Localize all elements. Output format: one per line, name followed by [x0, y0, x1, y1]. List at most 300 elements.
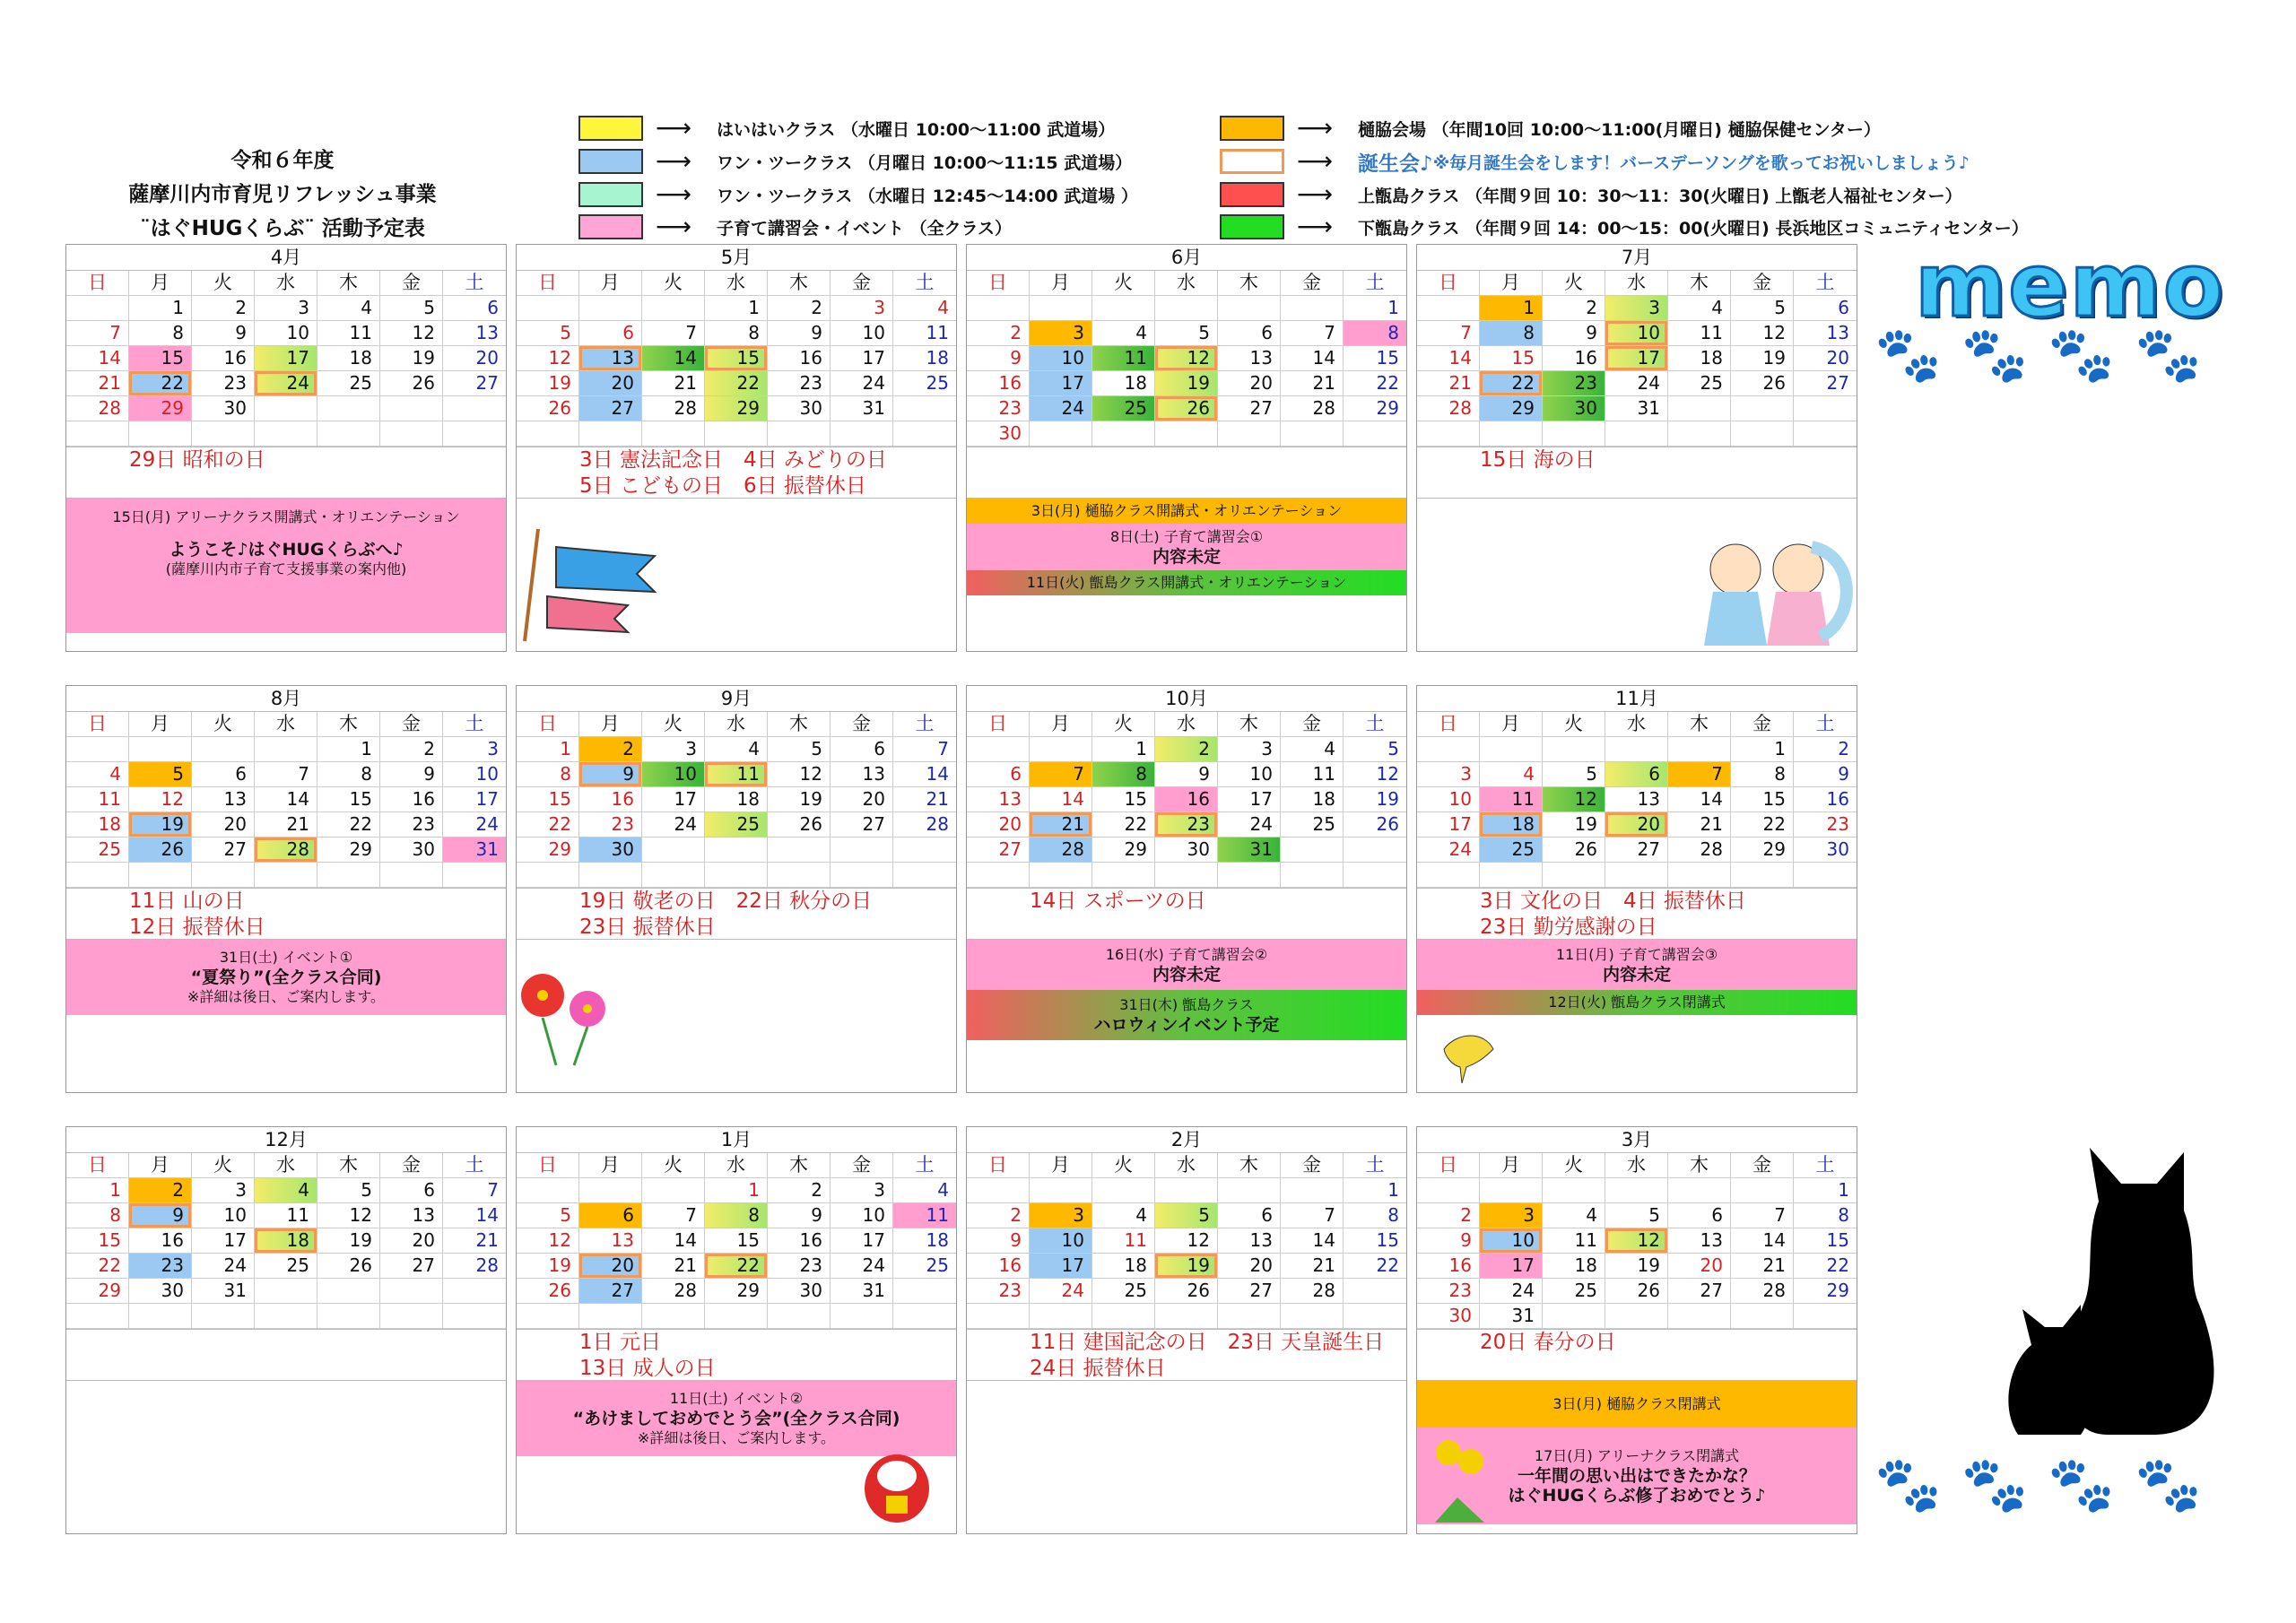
- day-cell: [1731, 863, 1794, 888]
- event-box: [967, 570, 1406, 595]
- weekday-header: 日: [66, 1153, 129, 1178]
- weekday-header: 土: [893, 712, 956, 737]
- day-cell: 30: [1155, 838, 1218, 863]
- day-cell: 20: [192, 812, 255, 838]
- day-cell: 2: [967, 1203, 1030, 1228]
- day-cell: 1: [1344, 1178, 1406, 1203]
- day-cell: 30: [1794, 838, 1857, 863]
- day-cell: 12: [517, 346, 579, 371]
- day-cell: 20: [1218, 371, 1281, 396]
- day-cell: 28: [642, 1279, 705, 1304]
- day-cell: 30: [380, 838, 443, 863]
- weekday-header: 月: [579, 271, 642, 296]
- weekday-header: 金: [380, 1153, 443, 1178]
- day-cell: [1543, 737, 1605, 762]
- day-cell: 9: [967, 1228, 1030, 1254]
- day-cell: 21: [255, 812, 317, 838]
- month-name: 10月: [967, 686, 1406, 712]
- day-cell: 7: [642, 321, 705, 346]
- weekday-header: 土: [1794, 271, 1857, 296]
- legend-swatch: [578, 214, 643, 239]
- day-cell: 4: [255, 1178, 317, 1203]
- day-cell: 28: [1281, 396, 1344, 421]
- day-cell: 28: [1731, 1279, 1794, 1304]
- day-cell: 31: [1605, 396, 1668, 421]
- holiday-notes: [66, 447, 506, 499]
- day-cell: 1: [1344, 296, 1406, 321]
- day-cell: 27: [831, 812, 893, 838]
- day-cell: 27: [967, 838, 1030, 863]
- day-cell: 9: [1794, 762, 1857, 787]
- day-cell: [579, 863, 642, 888]
- day-cell: 26: [1543, 838, 1605, 863]
- day-cell: 22: [517, 812, 579, 838]
- day-cell: 15: [1731, 787, 1794, 812]
- day-cell: 18: [1092, 1254, 1155, 1279]
- weekday-header: 土: [893, 271, 956, 296]
- day-cell: 14: [1731, 1228, 1794, 1254]
- event-line: はぐHUGくらぶ修了おめでとう♪: [1508, 1486, 1766, 1506]
- month-name: 6月: [967, 245, 1406, 271]
- day-cell: 29: [129, 396, 192, 421]
- day-cell: [1731, 1304, 1794, 1329]
- day-cell: 27: [380, 1254, 443, 1279]
- legend-swatch: [578, 182, 643, 207]
- weekday-header: 金: [380, 271, 443, 296]
- arrow-icon: ⟶: [656, 113, 692, 143]
- day-cell: 22: [1344, 1254, 1406, 1279]
- day-cell: 22: [1344, 371, 1406, 396]
- holiday-line: 15日 海の日: [1480, 448, 1596, 472]
- day-cell: 13: [380, 1203, 443, 1228]
- arrow-icon: ⟶: [1297, 113, 1334, 143]
- day-cell: 6: [1668, 1203, 1731, 1228]
- day-grid: [517, 1153, 956, 1329]
- day-cell: [642, 1304, 705, 1329]
- day-cell: [66, 1304, 129, 1329]
- day-cell: 10: [1417, 787, 1480, 812]
- day-cell: 5: [380, 296, 443, 321]
- title-line: 令和６年度: [230, 149, 335, 172]
- day-cell: 7: [642, 1203, 705, 1228]
- day-cell: [831, 1304, 893, 1329]
- day-cell: 31: [1480, 1304, 1543, 1329]
- holiday-notes: [517, 1329, 956, 1381]
- day-cell: [1281, 838, 1344, 863]
- legend-highlight: 誕生会♪: [1358, 152, 1433, 176]
- holiday-line: 12日 振替休日: [129, 916, 265, 939]
- day-cell: 2: [192, 296, 255, 321]
- day-cell: 27: [1668, 1279, 1731, 1304]
- day-cell: 25: [66, 838, 129, 863]
- day-cell: [1480, 863, 1543, 888]
- day-cell: [705, 1304, 768, 1329]
- event-line: 11日(火) 甑島クラス開講式・オリエンテーション: [1026, 574, 1347, 591]
- day-cell: 21: [642, 1254, 705, 1279]
- day-cell: [1281, 1304, 1344, 1329]
- day-cell: 9: [380, 762, 443, 787]
- day-cell: 22: [1794, 1254, 1857, 1279]
- day-cell: 21: [1731, 1254, 1794, 1279]
- day-cell: 23: [1417, 1279, 1480, 1304]
- legend-item: [1220, 115, 1881, 142]
- day-cell: 23: [380, 812, 443, 838]
- day-cell: 14: [443, 1203, 506, 1228]
- day-cell: [967, 737, 1030, 762]
- day-cell: [1344, 838, 1406, 863]
- legend-swatch: [1220, 182, 1284, 207]
- title-line: ¨はぐHUGくらぶ¨ 活動予定表: [140, 217, 425, 240]
- event-line: 一年間の思い出はできたかな？: [1517, 1466, 1756, 1486]
- day-cell: [443, 863, 506, 888]
- day-cell: 15: [517, 787, 579, 812]
- weekday-header: 金: [1731, 1153, 1794, 1178]
- day-cell: 26: [1155, 1279, 1218, 1304]
- day-cell: 17: [255, 346, 317, 371]
- day-cell: 16: [768, 346, 831, 371]
- day-cell: 19: [1155, 371, 1218, 396]
- legend-label: 下甑島クラス （年間９回 14：00～15：00(火曜日) 長浜地区コミュニティセンター）: [1358, 218, 2029, 239]
- day-cell: 15: [129, 346, 192, 371]
- day-cell: 26: [1731, 371, 1794, 396]
- day-cell: 14: [642, 1228, 705, 1254]
- day-cell: 20: [1605, 812, 1668, 838]
- day-cell: [1480, 737, 1543, 762]
- day-cell: 3: [443, 737, 506, 762]
- holiday-line: 5日 こどもの日 6日 振替休日: [579, 474, 866, 498]
- weekday-header: 木: [317, 1153, 380, 1178]
- arrow-icon: ⟶: [1297, 179, 1334, 209]
- weekday-header: 水: [1605, 271, 1668, 296]
- day-cell: 31: [443, 838, 506, 863]
- day-cell: 24: [443, 812, 506, 838]
- weekday-header: 水: [255, 271, 317, 296]
- day-cell: 10: [642, 762, 705, 787]
- day-cell: 25: [1092, 1279, 1155, 1304]
- day-cell: 29: [1731, 838, 1794, 863]
- weekday-header: 火: [642, 1153, 705, 1178]
- day-cell: 20: [1218, 1254, 1281, 1279]
- day-cell: 6: [443, 296, 506, 321]
- day-cell: 3: [831, 1178, 893, 1203]
- day-cell: [255, 737, 317, 762]
- day-grid: [517, 271, 956, 447]
- weekday-header: 火: [1543, 1153, 1605, 1178]
- day-cell: [893, 863, 956, 888]
- day-cell: 29: [705, 396, 768, 421]
- day-cell: [1344, 1304, 1406, 1329]
- paw-prints-icon: 🐾🐾🐾🐾: [1874, 1454, 2222, 1516]
- day-cell: [1480, 421, 1543, 447]
- day-cell: [1417, 863, 1480, 888]
- holiday-notes: [967, 447, 1406, 499]
- day-cell: 23: [967, 396, 1030, 421]
- day-cell: 9: [1155, 762, 1218, 787]
- legend-swatch: [1220, 149, 1284, 174]
- day-cell: 13: [192, 787, 255, 812]
- day-grid: [967, 712, 1406, 888]
- day-cell: [129, 421, 192, 447]
- day-cell: 4: [893, 296, 956, 321]
- day-cell: 22: [317, 812, 380, 838]
- day-cell: 26: [517, 1279, 579, 1304]
- day-cell: [517, 1178, 579, 1203]
- day-cell: 24: [642, 812, 705, 838]
- day-cell: 3: [1605, 296, 1668, 321]
- day-cell: [1417, 421, 1480, 447]
- day-cell: 24: [1218, 812, 1281, 838]
- day-cell: 14: [1281, 346, 1344, 371]
- day-cell: 21: [1668, 812, 1731, 838]
- day-cell: 8: [1480, 321, 1543, 346]
- day-cell: [1030, 421, 1092, 447]
- weekday-header: 月: [129, 1153, 192, 1178]
- holiday-line: 3日 文化の日 4日 振替休日: [1480, 890, 1746, 913]
- day-cell: 28: [443, 1254, 506, 1279]
- day-cell: 11: [1543, 1228, 1605, 1254]
- day-cell: 23: [1794, 812, 1857, 838]
- day-cell: 16: [1794, 787, 1857, 812]
- day-cell: [380, 1279, 443, 1304]
- month-name: 4月: [66, 245, 506, 271]
- weekday-header: 月: [129, 712, 192, 737]
- day-cell: 30: [967, 421, 1030, 447]
- weekday-header: 月: [1480, 712, 1543, 737]
- day-cell: 20: [443, 346, 506, 371]
- day-cell: [129, 1304, 192, 1329]
- day-cell: 26: [517, 396, 579, 421]
- day-cell: [1030, 1178, 1092, 1203]
- weekday-header: 木: [1218, 271, 1281, 296]
- day-cell: [1092, 1304, 1155, 1329]
- day-cell: 4: [1092, 1203, 1155, 1228]
- weekday-header: 火: [1092, 271, 1155, 296]
- day-cell: 12: [1155, 346, 1218, 371]
- day-cell: 20: [1668, 1254, 1731, 1279]
- day-cell: 15: [1344, 1228, 1406, 1254]
- day-cell: 23: [1155, 812, 1218, 838]
- weekday-header: 金: [1731, 712, 1794, 737]
- cosmos-flower-icon: [516, 968, 623, 1067]
- day-cell: 21: [642, 371, 705, 396]
- day-cell: 6: [1794, 296, 1857, 321]
- day-cell: 5: [1543, 762, 1605, 787]
- weekday-header: 土: [1344, 271, 1406, 296]
- event-line: 16日(水) 子育て講習会②: [1105, 946, 1268, 963]
- day-grid: [517, 712, 956, 888]
- day-cell: 6: [831, 737, 893, 762]
- day-cell: 18: [1092, 371, 1155, 396]
- day-cell: 9: [967, 346, 1030, 371]
- day-cell: [1030, 737, 1092, 762]
- day-cell: 13: [831, 762, 893, 787]
- day-cell: [1155, 421, 1218, 447]
- event-box: [1417, 1381, 1857, 1428]
- day-cell: 21: [66, 371, 129, 396]
- day-cell: 28: [66, 396, 129, 421]
- day-cell: 29: [317, 838, 380, 863]
- day-cell: [1605, 863, 1668, 888]
- arrow-icon: ⟶: [1297, 146, 1334, 176]
- day-cell: 11: [66, 787, 129, 812]
- month-name: 3月: [1417, 1127, 1857, 1153]
- weekday-header: 木: [768, 712, 831, 737]
- day-cell: 13: [1605, 787, 1668, 812]
- day-cell: 29: [1794, 1279, 1857, 1304]
- weekday-header: 木: [1218, 1153, 1281, 1178]
- day-cell: 2: [967, 321, 1030, 346]
- day-cell: 19: [317, 1228, 380, 1254]
- day-cell: 16: [129, 1228, 192, 1254]
- day-cell: 23: [768, 1254, 831, 1279]
- day-cell: 16: [380, 787, 443, 812]
- weekday-header: 月: [1030, 712, 1092, 737]
- day-cell: 17: [831, 346, 893, 371]
- day-cell: [1668, 863, 1731, 888]
- day-cell: 12: [1155, 1228, 1218, 1254]
- event-line: (薩摩川内市子育て支援事業の案内他): [165, 560, 407, 577]
- holiday-line: 13日 成人の日: [579, 1357, 716, 1380]
- day-cell: [1668, 396, 1731, 421]
- day-cell: 15: [66, 1228, 129, 1254]
- day-cell: 1: [705, 1178, 768, 1203]
- day-cell: 1: [1092, 737, 1155, 762]
- day-cell: [705, 838, 768, 863]
- day-cell: 28: [1030, 838, 1092, 863]
- day-cell: 10: [1030, 346, 1092, 371]
- day-cell: 19: [1731, 346, 1794, 371]
- day-cell: 19: [517, 371, 579, 396]
- weekday-header: 木: [317, 712, 380, 737]
- day-cell: 12: [317, 1203, 380, 1228]
- day-cell: 6: [380, 1178, 443, 1203]
- weekday-header: 水: [1605, 712, 1668, 737]
- day-cell: 16: [768, 1228, 831, 1254]
- day-cell: 19: [1605, 1254, 1668, 1279]
- day-cell: [967, 863, 1030, 888]
- day-cell: [831, 838, 893, 863]
- day-cell: [129, 737, 192, 762]
- legend-item: [1220, 181, 1962, 208]
- event-line: 内容未定: [1152, 547, 1221, 567]
- day-cell: 28: [1668, 838, 1731, 863]
- day-cell: [443, 396, 506, 421]
- day-cell: [1218, 863, 1281, 888]
- day-cell: [255, 421, 317, 447]
- day-cell: [1155, 863, 1218, 888]
- day-cell: [129, 863, 192, 888]
- day-cell: 16: [1417, 1254, 1480, 1279]
- legend-item: [1220, 213, 2029, 240]
- event-line: 31日(木) 甑島クラス: [1119, 996, 1254, 1013]
- day-cell: 20: [579, 371, 642, 396]
- day-cell: 22: [1731, 812, 1794, 838]
- day-cell: 19: [768, 787, 831, 812]
- day-cell: [1794, 863, 1857, 888]
- day-cell: 4: [893, 1178, 956, 1203]
- day-cell: 31: [831, 396, 893, 421]
- day-cell: 11: [317, 321, 380, 346]
- day-cell: 4: [1281, 737, 1344, 762]
- holiday-notes: [66, 888, 506, 940]
- dandelion-icon: [1426, 1435, 1493, 1524]
- day-grid: [66, 1153, 506, 1329]
- day-cell: 19: [517, 1254, 579, 1279]
- day-cell: 5: [317, 1178, 380, 1203]
- day-cell: 23: [768, 371, 831, 396]
- day-cell: 5: [1731, 296, 1794, 321]
- holiday-line: 24日 振替休日: [1030, 1357, 1166, 1380]
- day-cell: 24: [192, 1254, 255, 1279]
- day-cell: 22: [705, 371, 768, 396]
- tanabata-dolls-icon: [1686, 520, 1857, 655]
- arrow-icon: ⟶: [656, 146, 692, 176]
- weekday-header: 月: [1030, 1153, 1092, 1178]
- day-cell: 1: [1794, 1178, 1857, 1203]
- day-grid: [66, 271, 506, 447]
- day-cell: 29: [705, 1279, 768, 1304]
- weekday-header: 水: [1155, 1153, 1218, 1178]
- day-cell: 1: [129, 296, 192, 321]
- event-box: [967, 499, 1406, 524]
- weekday-header: 日: [967, 712, 1030, 737]
- day-cell: 26: [1605, 1279, 1668, 1304]
- day-cell: 8: [1794, 1203, 1857, 1228]
- day-cell: 27: [1605, 838, 1668, 863]
- weekday-header: 日: [967, 1153, 1030, 1178]
- day-cell: 27: [1794, 371, 1857, 396]
- day-cell: 15: [1344, 346, 1406, 371]
- weekday-header: 木: [768, 271, 831, 296]
- day-cell: 7: [1668, 762, 1731, 787]
- event-line: “夏祭り”(全クラス合同): [190, 968, 382, 987]
- day-cell: 25: [1668, 371, 1731, 396]
- weekday-header: 水: [705, 1153, 768, 1178]
- weekday-header: 日: [66, 271, 129, 296]
- day-cell: [1668, 737, 1731, 762]
- day-cell: 30: [1543, 396, 1605, 421]
- day-cell: 30: [129, 1279, 192, 1304]
- day-cell: 8: [1344, 321, 1406, 346]
- day-cell: 5: [1155, 321, 1218, 346]
- day-cell: [255, 396, 317, 421]
- day-cell: [1605, 1304, 1668, 1329]
- day-cell: [893, 1279, 956, 1304]
- day-cell: [1794, 1304, 1857, 1329]
- day-cell: 25: [893, 1254, 956, 1279]
- month-calendar: [966, 685, 1407, 1093]
- day-cell: [1092, 863, 1155, 888]
- day-cell: 7: [1030, 762, 1092, 787]
- day-cell: [1155, 296, 1218, 321]
- event-line: [66, 527, 506, 540]
- day-cell: [1417, 1178, 1480, 1203]
- day-cell: [967, 296, 1030, 321]
- day-cell: 17: [443, 787, 506, 812]
- day-cell: [1605, 421, 1668, 447]
- day-cell: 28: [1417, 396, 1480, 421]
- day-cell: 8: [1731, 762, 1794, 787]
- month-name: 2月: [967, 1127, 1406, 1153]
- day-cell: 18: [893, 1228, 956, 1254]
- day-cell: [768, 838, 831, 863]
- weekday-header: 火: [1543, 271, 1605, 296]
- day-cell: 21: [1281, 371, 1344, 396]
- weekday-header: 火: [1543, 712, 1605, 737]
- day-cell: 10: [1030, 1228, 1092, 1254]
- day-cell: [893, 421, 956, 447]
- day-cell: 11: [893, 1203, 956, 1228]
